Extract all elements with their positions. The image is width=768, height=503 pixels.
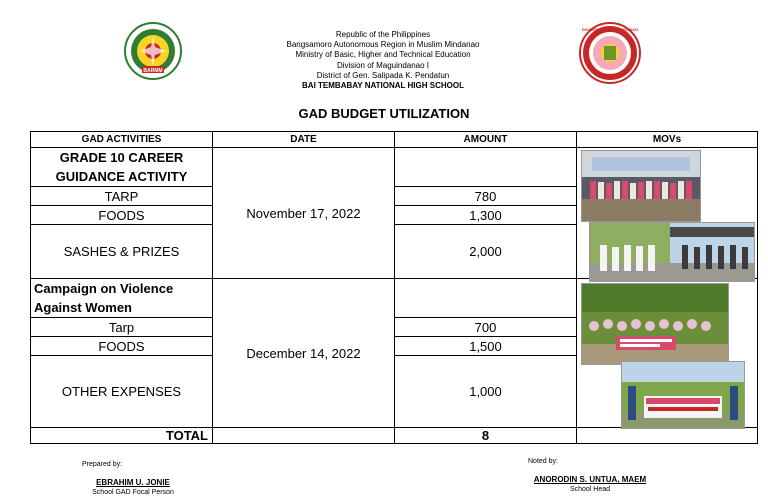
total-row <box>31 428 758 444</box>
document-header <box>230 30 536 91</box>
mov-photos-1 <box>577 148 758 279</box>
school-name: BAI TEMBABAY NATIONAL HIGH SCHOOL <box>302 81 464 91</box>
table-row <box>31 279 758 318</box>
item-amount: 1,300 <box>395 206 577 225</box>
activity-name: Campaign on Violence Against Women <box>31 279 213 318</box>
barmm-logo-icon <box>124 22 182 80</box>
item-amount: 700 <box>395 318 577 337</box>
item-amount: 780 <box>395 187 577 206</box>
header-line-4: Division of Maguindanao I <box>336 60 430 70</box>
amount-empty <box>395 148 577 187</box>
budget-table <box>30 131 758 444</box>
header-line-1: Republic of the Philippines <box>335 30 431 39</box>
item-amount: 2,000 <box>395 225 577 279</box>
noted-by-role: School Head <box>569 486 611 493</box>
total-date-empty <box>213 428 395 444</box>
activity-date: December 14, 2022 <box>213 279 395 428</box>
prepared-by-name: EBRAHIM U. JONIE <box>96 478 170 487</box>
logo-right-text: DIVISION OF MAGUINDANAO <box>581 27 639 32</box>
item-label: SASHES & PRIZES <box>31 225 213 279</box>
item-label: OTHER EXPENSES <box>31 356 213 428</box>
table-header-row <box>31 132 758 148</box>
item-label: TARP <box>31 187 213 206</box>
photo-vaw-campaign-banner <box>621 361 745 429</box>
noted-by-label: Noted by: <box>528 458 558 465</box>
amount-empty <box>395 279 577 318</box>
header-line-5: District of Gen. Salipada K. Pendatun <box>316 70 450 80</box>
total-mov-empty <box>577 428 758 444</box>
header-date: DATE <box>213 132 395 148</box>
photo-vaw-campaign-group <box>581 283 729 365</box>
noted-by-name: ANORODIN S. UNTUA, MAEM <box>533 475 647 484</box>
activity-date: November 17, 2022 <box>213 148 395 279</box>
division-logo-icon <box>578 22 642 84</box>
header-activities: GAD ACTIVITIES <box>31 132 213 148</box>
header-movs: MOVs <box>577 132 758 148</box>
photo-career-guidance-group <box>581 150 701 222</box>
item-amount: 1,500 <box>395 337 577 356</box>
logo-left-text: BARMM <box>143 68 163 74</box>
prepared-by-role: School GAD Focal Person <box>92 489 174 496</box>
item-label: FOODS <box>31 337 213 356</box>
header-amount: AMOUNT <box>395 132 577 148</box>
header-line-3: Ministry of Basic, Higher and Technical Education <box>295 50 471 60</box>
photo-career-guidance-students <box>589 222 755 282</box>
prepared-by-label: Prepared by: <box>82 461 123 468</box>
document-title: GAD BUDGET UTILIZATION <box>298 106 470 121</box>
item-label: Tarp <box>31 318 213 337</box>
total-label: TOTAL <box>31 428 213 444</box>
total-value: 8 <box>395 428 577 444</box>
item-label: FOODS <box>31 206 213 225</box>
item-amount: 1,000 <box>395 356 577 428</box>
activity-name: GRADE 10 CAREER GUIDANCE ACTIVITY <box>31 148 213 187</box>
mov-photos-2 <box>577 279 758 428</box>
table-row <box>31 148 758 187</box>
header-line-2: Bangsamoro Autonomous Region in Muslim Mindanao <box>286 40 480 50</box>
